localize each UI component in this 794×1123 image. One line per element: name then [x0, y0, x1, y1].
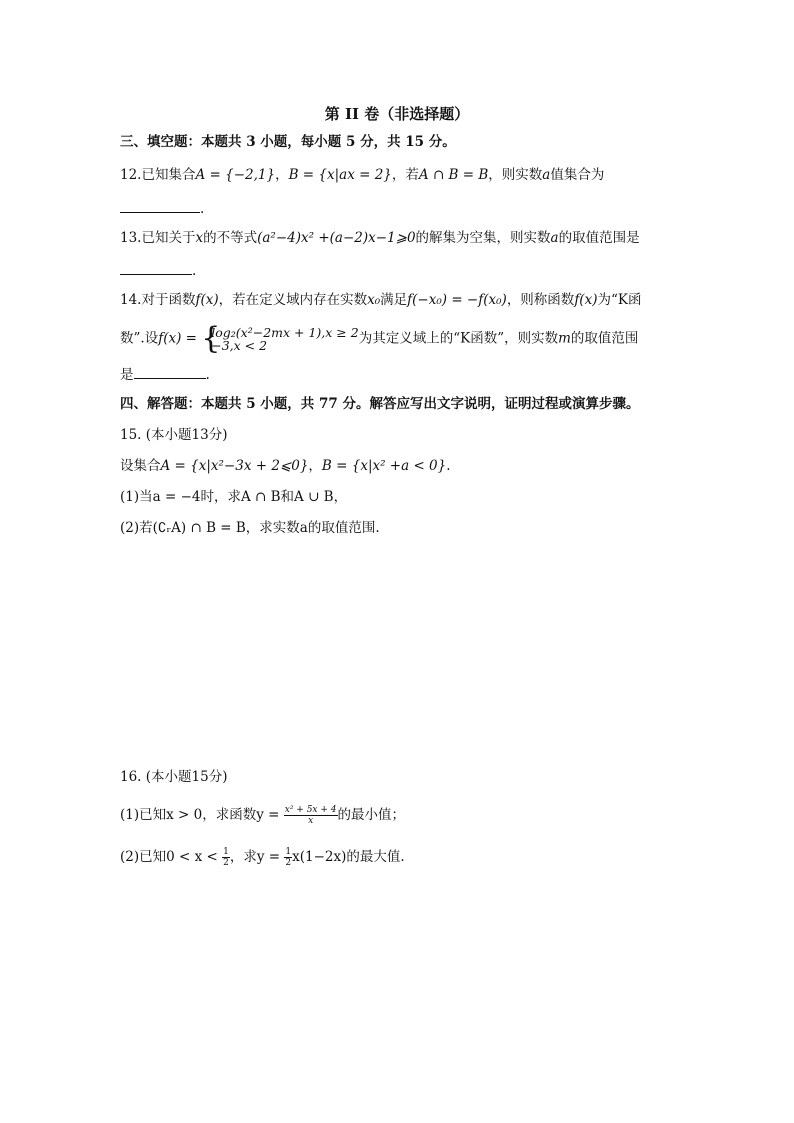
fraction-denominator: 2	[285, 858, 292, 868]
fraction-denominator: 2	[223, 858, 229, 868]
page-title: 第 II 卷（非选择题）	[324, 105, 470, 123]
q15-set-b: B = {x|x² +a < 0}	[321, 458, 447, 474]
q14-equation: f(−x₀) = −f(x₀)	[407, 292, 507, 308]
q16-part1-text: (1)已知x > 0，求函数y =	[120, 807, 280, 823]
q12-text-3: ，若	[391, 167, 419, 183]
q12-text-2: ，	[275, 167, 289, 183]
q13-text-3: 的解集为空集，则实数	[415, 230, 551, 246]
q14-text-7: 为其定义域上的“K函数”，则实数	[358, 330, 559, 347]
fraction	[222, 847, 230, 868]
fraction	[284, 805, 338, 826]
q14-end: .	[205, 367, 210, 383]
q12-end: .	[200, 201, 205, 217]
q13-end: .	[192, 263, 197, 279]
q15-setup	[120, 457, 451, 475]
q14-text-3: 满足	[380, 292, 408, 308]
q15-setup-text-1: 设集合	[120, 458, 161, 474]
answer-blank[interactable]	[134, 364, 206, 379]
piecewise-case-2: −3,x < 2	[211, 338, 268, 353]
fraction-numerator: 1	[285, 847, 292, 857]
question-number: 13.	[120, 230, 142, 246]
answer-blank[interactable]	[120, 260, 192, 275]
q12-text-4: ，则实数	[488, 167, 543, 183]
q15-part-2: (2)若(∁ᵣA) ∩ B = B，求实数a的取值范围.	[120, 520, 380, 536]
q13-var-x: x	[195, 230, 204, 246]
q14-fx: f(x)	[195, 292, 219, 308]
q14-text-5: 为“K函	[597, 292, 642, 308]
q13-text-2: 的不等式	[203, 230, 258, 246]
q14-text-8: 的取值范围	[570, 330, 639, 347]
q14-answer-line	[120, 364, 210, 384]
question-12	[120, 166, 604, 184]
q12-var: a	[542, 167, 551, 183]
q12-set-a: A = {−2,1}	[195, 167, 276, 183]
fraction-denominator: x	[308, 816, 314, 826]
brace-icon: {	[201, 321, 221, 356]
q14-var-m: m	[558, 330, 571, 347]
q14-fx-2: f(x)	[574, 292, 598, 308]
q15-setup-text-2: ，	[308, 458, 322, 474]
q12-text-5: 值集合为	[550, 167, 605, 183]
q16-part2-post: x(1−2x)的最大值.	[292, 849, 405, 865]
q12-answer-line	[120, 198, 204, 218]
q14-text-2: ，若在定义域内存在实数	[218, 292, 368, 308]
question-number: 12.	[120, 167, 142, 183]
piecewise-function	[201, 321, 359, 356]
question-13	[120, 229, 640, 247]
section-3-heading: 三、填空题：本题共 3 小题，每小题 5 分，共 15 分。	[120, 134, 456, 150]
piecewise-case-1: log₂(x²−2mx + 1),x ≥ 2	[211, 325, 359, 340]
q16-part-1	[120, 805, 405, 826]
q16-part2-mid: ，求y =	[229, 849, 281, 865]
section-4-heading: 四、解答题：本题共 5 小题，共 77 分。解答应写出文字说明，证明过程或演算步骤。	[120, 396, 640, 412]
question-number: 14.	[120, 292, 142, 308]
question-14-line2	[120, 321, 639, 356]
q14-text-4: ，则称函数	[506, 292, 575, 308]
q13-answer-line	[120, 260, 196, 280]
q12-text-1: 已知集合	[141, 167, 196, 183]
fraction	[284, 847, 292, 868]
q15-setup-end: .	[446, 458, 451, 474]
q13-text-4: 的取值范围是	[558, 230, 640, 246]
q14-text-9: 是	[120, 367, 134, 383]
q14-x0: x₀	[367, 292, 381, 308]
q16-part-2	[120, 847, 405, 868]
question-14	[120, 291, 641, 309]
q14-text-6: 数”.设	[120, 330, 159, 347]
answer-blank[interactable]	[120, 198, 200, 213]
q15-set-a: A = {x|x²−3x + 2⩽0}	[160, 458, 309, 474]
fraction-numerator: x² + 5x + 4	[284, 805, 337, 815]
q15-part-1: (1)当a = −4时，求A ∩ B和A ∪ B，	[120, 489, 348, 505]
q13-inequality: (a²−4)x² +(a−2)x−1⩾0	[257, 230, 416, 246]
q13-text-1: 已知关于	[141, 230, 196, 246]
q14-fdef: f(x) =	[158, 330, 197, 347]
fraction-numerator: 1	[223, 847, 229, 857]
q15-header: 15. (本小题13分)	[120, 427, 228, 443]
q16-header: 16. (本小题15分)	[120, 769, 228, 785]
q16-part1-post: 的最小值；	[337, 807, 405, 823]
q12-condition: A ∩ B = B	[418, 167, 489, 183]
q12-set-b: B = {x|ax = 2}	[288, 167, 392, 183]
q13-var-a: a	[550, 230, 559, 246]
q14-text-1: 对于函数	[141, 292, 196, 308]
q16-part2-text: (2)已知0 < x <	[120, 849, 218, 865]
